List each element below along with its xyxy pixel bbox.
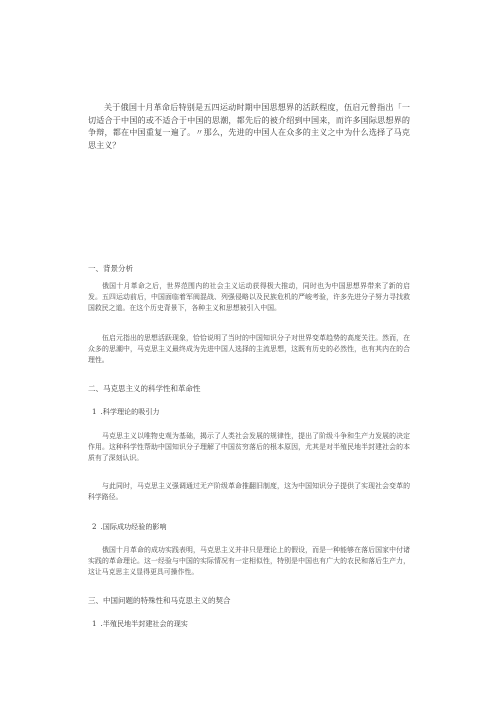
subsection-2-2-number: 2 xyxy=(92,522,97,531)
section-1-heading: 一、背景分析 xyxy=(88,264,133,273)
subsection-2-2-heading xyxy=(88,521,410,532)
subsection-2-1-title: .科学理论的吸引力 xyxy=(100,407,160,416)
section-1-paragraph-1: 俄国十月革命之后，世界范围内的社会主义运动获得极大推动，同时也为中国思想界带来了新的启发。五四运动前后，中国面临着军阀混战、列强侵略以及民族危机的严峻考验，许多先进分子努力寻找救国救民之道。在这个历史背景下，各种主义和思想被引入中国。 xyxy=(88,282,410,313)
subsection-2-2-title: .国际成功经验的影响 xyxy=(100,522,167,531)
subsection-3-1-number: 1 xyxy=(92,619,97,628)
section-2-paragraph-3: 俄国十月革命的成功实践表明，马克思主义并非只是理论上的假设，而是一种能够在落后国家中付诸实践的革命理论。这一经验与中国的实际情况有一定相似性，特别是中国也有广大的农民和落后生产力，这让马克思主义显得更具可操作性。 xyxy=(88,546,410,577)
section-1-paragraph-2: 伍启元指出的思想活跃现象，恰恰说明了当时的中国知识分子对世界变革趋势的高度关注。然而，在众多的思潮中，马克思主义最终成为先进中国人选择的主流思想，这既有历史的必然性，也有其内在的合理性。 xyxy=(88,334,410,365)
section-2-paragraph-2: 与此同时，马克思主义强调通过无产阶级革命推翻旧制度，这为中国知识分子提供了实现社会变革的科学路径。 xyxy=(88,482,410,502)
section-2-paragraph-1: 马克思主义以唯物史观为基础，揭示了人类社会发展的规律性，提出了阶级斗争和生产力发展的决定作用。这种科学性帮助中国知识分子理解了中国贫穷落后的根本原因，尤其是对半殖民地半封建社会的本质有了深刻认识。 xyxy=(88,432,410,463)
section-3-heading: 三、中国问题的特殊性和马克思主义的契合 xyxy=(88,596,231,605)
question-paragraph: 关于俄国十月革命后特别是五四运动时期中国思想界的活跃程度，伍启元曾指出「一切适合于中国的或不适合于中国的思潮，都先后的被介绍到中国来，而许多国际思想界的争辩，都在中国重复一遍了。〃那么，先进的中国人在众多的主义之中为什么选择了马克思主义？ xyxy=(88,102,410,150)
section-2-heading: 二、马克思主义的科学性和革命性 xyxy=(88,384,201,393)
subsection-3-1-title: .半殖民地半封建社会的现实 xyxy=(100,619,188,628)
subsection-2-1-number: 1 xyxy=(92,407,97,416)
subsection-2-1-heading xyxy=(88,406,410,417)
subsection-3-1-heading xyxy=(88,618,410,629)
